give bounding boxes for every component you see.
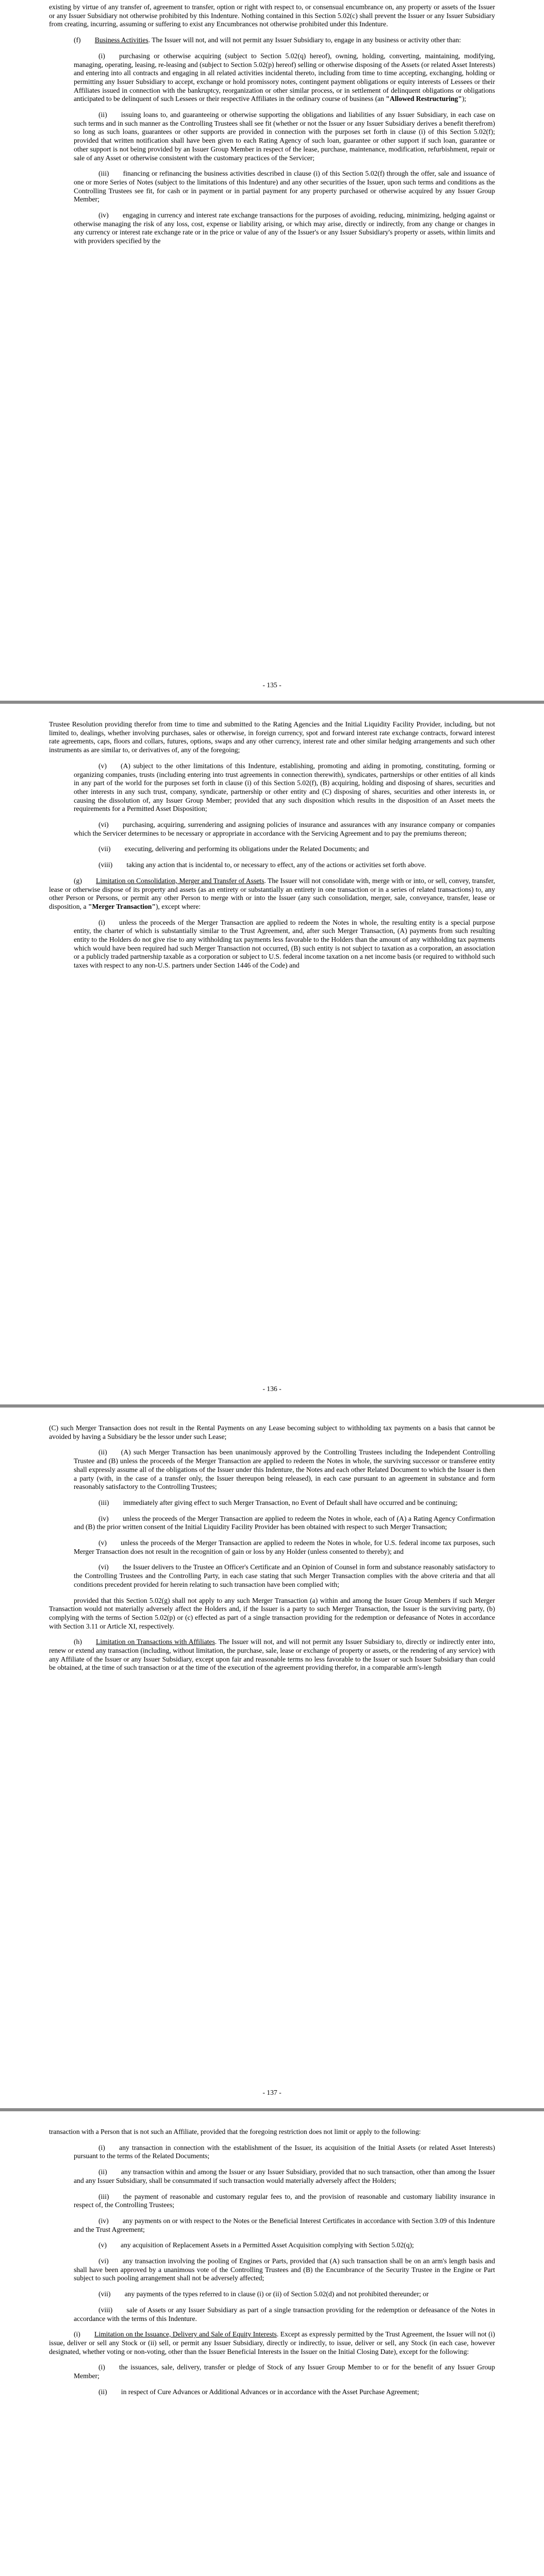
clause-paragraph: (i) unless the proceeds of the Merger Transaction are applied to redeem the Notes in whole, the resulting entity is a special purpose entity, the charter of which is substantially similar to the Trust Agreement, and, after such Merger Transaction, (A) payments from such resulting entity to the Holders do not give rise to any withholding tax payments less favorable to the Holders than the amount of any withholding tax payments which would have been required had such Merger Transaction not occurred, (B) such entity is not subject to taxation as a corporation, an association or a publicly traded partnership taxable as a corporation or subject to U.S. federal income taxation on a net income basis (or required to withhold such taxes with respect to any non-U.S. partners under Section 1446 of the Code) and <box>74 918 495 970</box>
clause-paragraph: (i) the issuances, sale, delivery, transfer or pledge of Stock of any Issuer Group Member to or for the benefit of any Issuer Group Member; <box>74 2363 495 2380</box>
page-body <box>49 704 495 970</box>
defined-term: "Allowed Restructuring" <box>386 95 462 103</box>
clause-paragraph: (ii) (A) such Merger Transaction has been unanimously approved by the Controlling Trustees including the Independent Controlling Trustee and (B) unless the proceeds of the Merger Transaction are applied to redeem the Notes in whole, the surviving successor or transferee entity shall expressly assume all of the obligations of the Issuer under this Indenture, the Notes and each other Related Document to which the Issuer is then a party (with, in the case of a transfer only, the Issuer thereupon being released), in each case pursuant to an agreement in substance and form reasonably satisfactory to the Controlling Trustees; <box>74 1448 495 1491</box>
clause-paragraph: (iv) engaging in currency and interest rate exchange transactions for the purposes of avoiding, reducing, minimizing, hedging against or otherwise managing the risk of any loss, cost, expense or liability arising, or which may arise, directly or indirectly, from any change or changes in any currency or interest rate exchange rate or in the price or value of any of the Issuer's or any Issuer Subsidiary's property or assets, within limits and with providers specified by the <box>74 211 495 245</box>
section-heading: Business Activities <box>94 36 149 44</box>
page-number: - 135 - <box>262 681 282 689</box>
defined-term: "Merger Transaction" <box>88 902 156 910</box>
clause-paragraph: (v) any acquisition of Replacement Assets in a Permitted Asset Acquisition complying with Section 5.02(q); <box>98 2241 414 2249</box>
clause-paragraph: (vi) purchasing, acquiring, surrendering and assigning policies of insurance and assurances with any insurance company or companies which the Servicer determines to be necessary or appropriate in accordance with the Servicing Agreement and to pay the premiums thereon; <box>74 821 495 837</box>
section-heading: Limitation on Consolidation, Merger and Transfer of Assets <box>96 876 265 885</box>
document-page <box>0 2111 544 2576</box>
paragraph: transaction with a Person that is not such an Affiliate, provided that the foregoing restriction does not limit or apply to the following: <box>49 2128 421 2136</box>
page-body <box>49 0 495 246</box>
section-paragraph: (i) Limitation on the Issuance, Delivery and Sale of Equity Interests. Except as expressly permitted by the Trust Agreement, the Issuer will not (i) issue, deliver or sell any Stock or (ii) sell, or permit any Issuer Subsidiary, directly or indirectly, to issue, deliver or sell, any Stock (in each case, however designated, whether voting or non-voting, other than the Issuer Beneficial Interests in the Issuer on the Initial Closing Date), except for the following: <box>49 2330 495 2355</box>
clause-paragraph: (viii) taking any action that is incidental to, or necessary to effect, any of the actions or activities set forth above. <box>98 861 426 869</box>
clause-paragraph: (vi) any transaction involving the pooling of Engines or Parts, provided that (A) such transaction shall be on an arm's length basis and shall have been approved by a unanimous vote of the Controlling Trustees and (B) the Encumbrance of the Security Trustee in the Engine or Part subject to such pooling arrangement shall not be adversely affected; <box>74 2257 495 2282</box>
proviso-paragraph: provided that this Section 5.02(g) shall not apply to any such Merger Transaction (a) within and among the Issuer Group Members if such Merger Transaction would not materially adversely affect the Holders and, if the Issuer is a party to such Merger Transaction, the Issuer is the surviving party, (b) complying with the terms of Section 5.02(p) or (c) effected as part of a single transaction providing for the redemption or defeasance of Notes in accordance with Section 3.11 or Article XI, respectively. <box>49 1596 495 1630</box>
section-paragraph: (h) Limitation on Transactions with Affiliates. The Issuer will not, and will not permit any Issuer Subsidiary to, directly or indirectly enter into, renew or extend any transaction (including, without limitation, the purchase, sale, lease or exchange of property or assets, or the rendering of any service) with any Affiliate of the Issuer or any Issuer Subsidiary, except upon fair and reasonable terms no less favorable to the Issuer or such Issuer Subsidiary than could be obtained, at the time of such transaction or at the time of the execution of the agreement providing therefor, in a comparable arm's-length <box>49 1638 495 1672</box>
clause-paragraph: (viii) sale of Assets or any Issuer Subsidiary as part of a single transaction providing for the redemption or defeasance of the Notes in accordance with the terms of this Indenture. <box>74 2306 495 2323</box>
page-number: - 137 - <box>262 2089 282 2096</box>
document-page <box>0 1408 544 2108</box>
clause-paragraph: (i) any transaction in connection with the establishment of the Issuer, its acquisition of the Initial Assets (or related Asset Interests) pursuant to the terms of the Related Documents; <box>74 2143 495 2160</box>
paragraph: existing by virtue of any transfer of, agreement to transfer, option or right with respect to, or consensual encumbrance on, any property or assets of the Issuer or any Issuer Subsidiary not otherwise prohibited by this Indenture. Nothing contained in this Section 5.02(c) shall prevent the Issuer or any Issuer Subsidiary from creating, incurring, assuming or suffering to exist any Encumbrances not otherwise prohibited under this Indenture. <box>49 3 495 28</box>
clause-paragraph: (i) purchasing or otherwise acquiring (subject to Section 5.02(q) hereof), owning, holding, converting, maintaining, modifying, managing, operating, leasing, re-leasing and (subject to Section 5.02(p) hereof) selling or otherwise disposing of the Assets (or related Asset Interests) and entering into all contracts and engaging in all related activities incidental thereto, including from time to time accepting, exchanging, holding or permitting any Issuer Subsidiary to accept, exchange or hold promissory notes, contingent payment obligations or equity interests of Lessees or their Affiliates issued in connection with the bankruptcy, reorganization or other similar process, or in settlement of delinquent obligations or obligations anticipated to be delinquent of such Lessees or their respective Affiliates in the ordinary course of business (an "Allowed Restructuring"); <box>74 52 495 103</box>
clause-paragraph: (iii) immediately after giving effect to such Merger Transaction, no Event of Default shall have occurred and be continuing; <box>98 1498 458 1506</box>
page-body <box>49 2111 495 2396</box>
clause-paragraph: (vi) the Issuer delivers to the Trustee an Officer's Certificate and an Opinion of Counsel in form and substance reasonably satisfactory to the Controlling Trustees and the Controlling Party, in each case stating that such Merger Transaction complies with the above criteria and that all conditions precedent provided for herein relating to such transaction have been complied with; <box>74 1563 495 1588</box>
paragraph: (C) such Merger Transaction does not result in the Rental Payments on any Lease becoming subject to withholding tax payments on a basis that cannot be avoided by having a Subsidiary be the lessor under such Lease; <box>49 1424 495 1440</box>
section-paragraph: (f) Business Activities. The Issuer will not, and will not permit any Issuer Subsidiary to, engage in any business or activity other than: <box>74 36 461 44</box>
section-paragraph: (g) Limitation on Consolidation, Merger and Transfer of Assets. The Issuer will not consolidate with, merge with or into, or sell, convey, transfer, lease or otherwise dispose of its property and assets (as an entirety or substantially an entirety in one transaction or in a series of related transactions) to, any other Person or Persons, or permit any other Person to merge with or into the Issuer (any such consolidation, merger, sale, conveyance, transfer, lease or disposition, a "Merger Transaction"), except where: <box>49 876 495 910</box>
clause-paragraph: (iii) the payment of reasonable and customary regular fees to, and the provision of reasonable and customary liability insurance in respect of, the Controlling Trustees; <box>74 2192 495 2209</box>
clause-paragraph: (vii) any payments of the types referred to in clause (i) or (ii) of Section 5.02(d) and not prohibited thereunder; or <box>98 2290 429 2298</box>
clause-paragraph: (ii) in respect of Cure Advances or Additional Advances or in accordance with the Asset Purchase Agreement; <box>98 2387 419 2396</box>
paragraph: Trustee Resolution providing therefor from time to time and submitted to the Rating Agencies and the Initial Liquidity Facility Provider, including, but not limited to, dealings, whether involving purchases, sales or otherwise, in foreign currency, spot and forward interest rate exchange contracts, forward interest rate agreements, caps, floors and collars, futures, options, swaps and any other currency, interest rate and other similar hedging arrangements and such other instruments as are similar to, or derivatives of, any of the foregoing; <box>49 720 495 754</box>
clause-paragraph: (iv) any payments on or with respect to the Notes or the Beneficial Interest Certificates in accordance with Section 3.09 of this Indenture and the Trust Agreement; <box>74 2216 495 2233</box>
clause-paragraph: (ii) any transaction within and among the Issuer or any Issuer Subsidiary, provided that no such transaction, other than among the Issuer and any Issuer Subsidiary, shall be consummated if such transaction would materially adversely affect the Holders; <box>74 2168 495 2184</box>
clause-paragraph: (iv) unless the proceeds of the Merger Transaction are applied to redeem the Notes in whole, each of (A) a Rating Agency Confirmation and (B) the prior written consent of the Initial Liquidity Facility Provider has been obtained with respect to such Merger Transaction; <box>74 1514 495 1531</box>
page-number: - 136 - <box>262 1385 282 1393</box>
document-page <box>0 0 544 701</box>
section-heading: Limitation on the Issuance, Delivery and Sale of Equity Interests <box>94 2330 277 2338</box>
clause-paragraph: (ii) issuing loans to, and guaranteeing or otherwise supporting the obligations and liabilities of any Issuer Subsidiary, in each case on such terms and in such manner as the Controlling Trustees shall see fit (whether or not the Issuer or any Issuer Subsidiary derives a benefit therefrom) so long as such loans, guarantees or other supports are provided in connection with the purposes set forth in clause (i) of this Section 5.02(f); provided that written notification shall have been given to each Rating Agency of such loan, guarantee or other support if such loan, guarantee or other support is not being provided by an Issuer Group Member in respect of the lease, purchase, maintenance, modification, refurbishment, repair or sale of any Asset or otherwise consistent with the customary practices of the Servicer; <box>74 111 495 162</box>
document-page <box>0 704 544 1404</box>
clause-paragraph: (v) unless the proceeds of the Merger Transaction are applied to redeem the Notes in whole, for U.S. federal income tax purposes, such Merger Transaction does not result in the recognition of gain or loss by any Holder (unless consented to thereby); and <box>74 1539 495 1555</box>
clause-paragraph: (v) (A) subject to the other limitations of this Indenture, establishing, promoting and aiding in promoting, constituting, forming or organizing companies, trusts (including entering into trust agreements in connection therewith), syndicates, partnerships or other entities of all kinds in any part of the world for the purposes set forth in clause (i) of this Section 5.02(f), (B) acquiring, holding and disposing of shares, securities and other interests in any such trust, company, syndicate, partnership or other entity and (C) disposing of shares, securities and other interests in, or causing the dissolution of, any Issuer Group Member; provided that any such disposition which results in the disposition of an Asset meets the requirements for a Permitted Asset Disposition; <box>74 761 495 813</box>
clause-paragraph: (iii) financing or refinancing the business activities described in clause (i) of this Section 5.02(f) through the offer, sale and issuance of one or more Series of Notes (subject to the limitations of this Indenture) and any other securities of the Issuer, upon such terms and conditions as the Controlling Trustees see fit, for cash or in payment or in partial payment for any property purchased or otherwise acquired by any Issuer Group Member; <box>74 170 495 204</box>
clause-paragraph: (vii) executing, delivering and performing its obligations under the Related Documents; and <box>98 845 369 853</box>
page-body <box>49 1408 495 1672</box>
section-heading: Limitation on Transactions with Affiliates <box>96 1638 215 1646</box>
